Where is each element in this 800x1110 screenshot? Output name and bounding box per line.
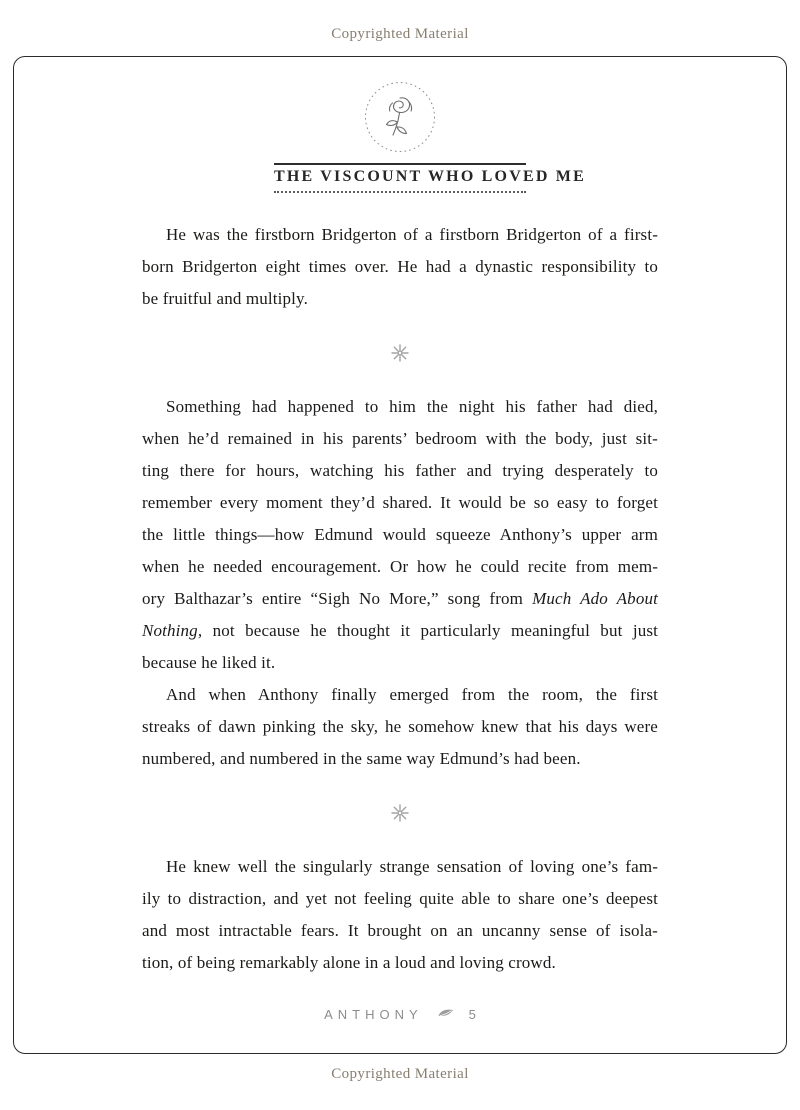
running-head: ANTHONY xyxy=(324,1007,423,1022)
paragraph xyxy=(142,679,658,775)
leaf-fleuron-icon xyxy=(437,1007,455,1022)
section-break-ornament xyxy=(142,341,658,365)
body-line: tion, of being remarkably alone in a loud and loving crowd. xyxy=(142,953,556,972)
body-line: when he needed encouragement. Or how he could recite from mem- xyxy=(142,557,658,576)
body-line: because he liked it. xyxy=(142,653,276,672)
running-footer xyxy=(14,1007,786,1022)
body-line: numbered, and numbered in the same way Edmund’s had been. xyxy=(142,749,581,768)
asterisk-ornament-icon xyxy=(390,343,410,363)
section-break-ornament xyxy=(142,801,658,825)
body-line: when he’d remained in his parents’ bedroom with the body, just sit- xyxy=(142,429,658,448)
body-line: ily to distraction, and yet not feeling quite able to share one’s deepest xyxy=(142,889,658,908)
body-line: ting there for hours, watching his father and trying desperately to xyxy=(142,461,658,480)
copyright-notice-bottom: Copyrighted Material xyxy=(331,1066,469,1082)
body-line: born Bridgerton eight times over. He had a dynastic responsibility to xyxy=(142,257,658,276)
body-line: Nothing, not because he thought it particularly meaningful but just xyxy=(142,621,658,640)
paragraph xyxy=(142,851,658,979)
body-line: the little things—how Edmund would squeeze Anthony’s upper arm xyxy=(142,525,658,544)
body-line: ory Balthazar’s entire “Sigh No More,” song from Much Ado About xyxy=(142,589,658,608)
body-line: and most intractable fears. It brought on an uncanny sense of isola- xyxy=(142,921,658,940)
rose-medallion-icon xyxy=(364,81,436,153)
asterisk-ornament-icon xyxy=(390,803,410,823)
page-number: 5 xyxy=(468,1007,476,1022)
page-frame xyxy=(13,56,787,1054)
paragraph xyxy=(142,391,658,679)
body-line: He was the firstborn Bridgerton of a firstborn Bridgerton of a first- xyxy=(166,225,658,244)
chapter-header xyxy=(274,163,586,193)
page-body xyxy=(142,219,658,979)
title-rule-dotted xyxy=(274,191,526,193)
body-line: He knew well the singularly strange sensation of loving one’s fam- xyxy=(166,857,658,876)
body-line: be fruitful and multiply. xyxy=(142,289,309,308)
paragraph xyxy=(142,219,658,315)
book-title: THE VISCOUNT WHO LOVED ME xyxy=(274,168,586,185)
body-line: Something had happened to him the night his father had died, xyxy=(166,397,658,416)
body-line: And when Anthony finally emerged from the room, the first xyxy=(166,685,658,704)
body-line: streaks of dawn pinking the sky, he somehow knew that his days were xyxy=(142,717,658,736)
copyright-notice-top: Copyrighted Material xyxy=(331,26,469,42)
body-line: remember every moment they’d shared. It would be so easy to forget xyxy=(142,493,658,512)
